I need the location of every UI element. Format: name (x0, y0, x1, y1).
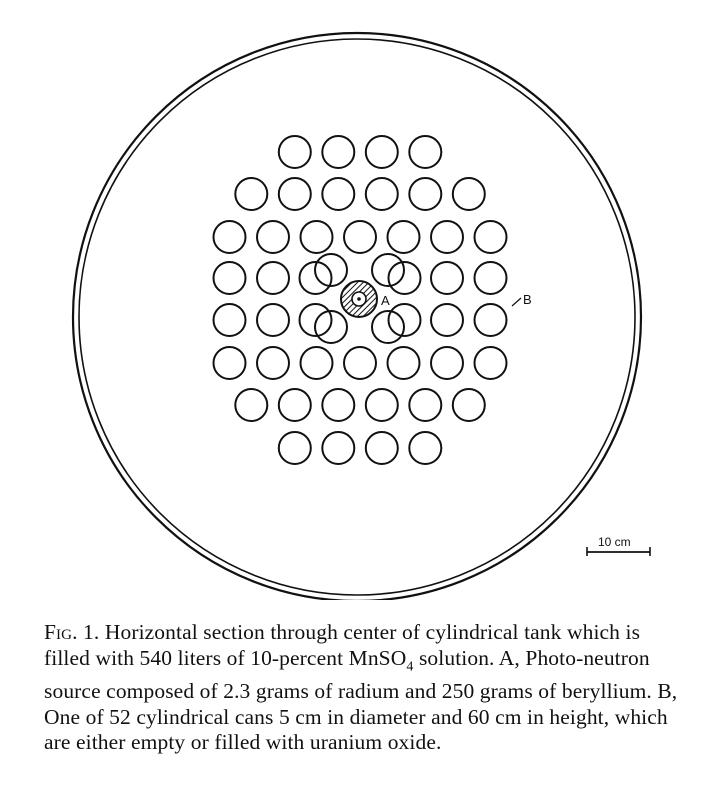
can (235, 389, 267, 421)
can (214, 347, 246, 379)
caption-subscript: 4 (406, 658, 414, 674)
can (279, 178, 311, 210)
figure-caption (44, 620, 684, 756)
can (431, 221, 463, 253)
can (431, 304, 463, 336)
can (257, 262, 289, 294)
can (279, 136, 311, 168)
can (409, 432, 441, 464)
can (214, 262, 246, 294)
label-b: B (523, 292, 532, 307)
caption-text: Horizontal section through center of cylindrical tank which is filled with 540 liters of 10-percent MnSO (44, 620, 641, 670)
can (389, 304, 421, 336)
can (322, 432, 354, 464)
can (257, 347, 289, 379)
can (214, 221, 246, 253)
can (475, 304, 507, 336)
can (235, 178, 267, 210)
can (431, 347, 463, 379)
can (257, 221, 289, 253)
caption-figure-label: Fig. 1. (44, 620, 100, 644)
scale-bar (587, 535, 650, 556)
can (366, 178, 398, 210)
label-a: A (381, 293, 390, 308)
can (279, 389, 311, 421)
can (453, 178, 485, 210)
can (475, 347, 507, 379)
can (322, 389, 354, 421)
can (388, 221, 420, 253)
caption-text-continued: solution. A, Photo-neutron source composed of 2.3 grams of radium and 250 grams of beryllium. B, One of 52 cylindrical cans 5 cm in diameter and 60 cm in height, which are either empty or filled with uranium oxide. (44, 645, 678, 755)
can (409, 389, 441, 421)
can (366, 432, 398, 464)
can (366, 389, 398, 421)
can (372, 311, 404, 343)
can (214, 304, 246, 336)
can (322, 136, 354, 168)
can (322, 178, 354, 210)
scale-label: 10 cm (598, 535, 631, 549)
can (409, 136, 441, 168)
can (475, 221, 507, 253)
can (431, 262, 463, 294)
can (344, 221, 376, 253)
source-center-dot (357, 297, 361, 301)
can (344, 347, 376, 379)
can (453, 389, 485, 421)
photo-neutron-source (341, 281, 377, 317)
can (279, 432, 311, 464)
can (301, 221, 333, 253)
can (388, 347, 420, 379)
label-b-leader (512, 298, 521, 306)
can (475, 262, 507, 294)
can (366, 136, 398, 168)
can (409, 178, 441, 210)
can (257, 304, 289, 336)
can (301, 347, 333, 379)
